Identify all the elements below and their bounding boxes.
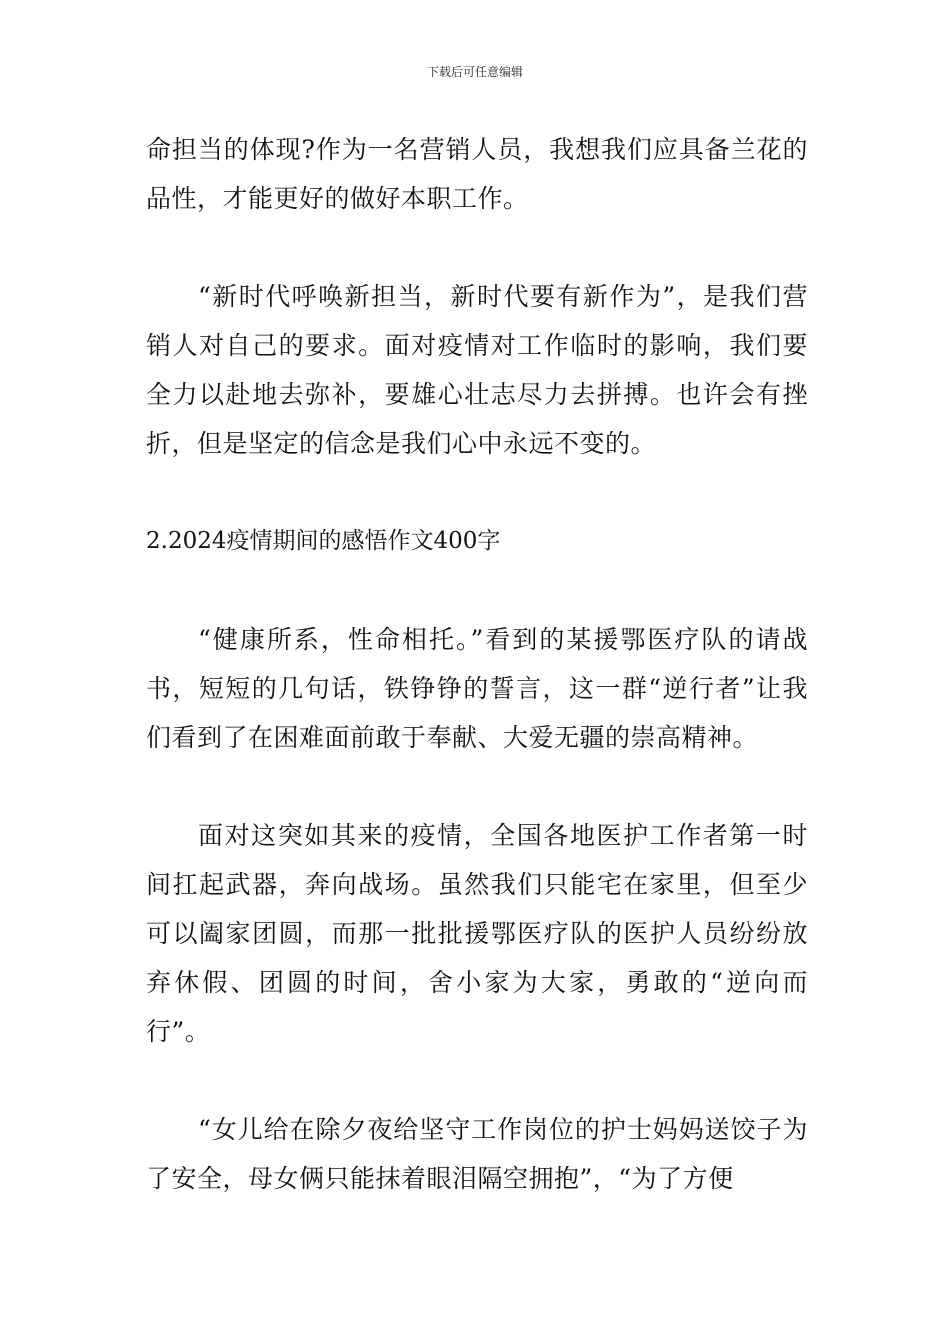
- paragraph-gap: [146, 223, 808, 272]
- page-header: 下载后可任意编辑: [426, 65, 523, 79]
- paragraph-gap: [146, 1056, 808, 1105]
- paragraph-continuation: 命担当的体现?作为一名营销人员，我想我们应具备兰花的品性，才能更好的做好本职工作。: [146, 135, 808, 213]
- paragraph-gap: [146, 468, 808, 517]
- paragraph-gap: [146, 762, 808, 811]
- section-heading: 2.2024疫情期间的感悟作文400字: [146, 528, 501, 554]
- paragraph-gap: [146, 566, 808, 615]
- paragraph-health: “健康所系，性命相托。”看到的某援鄂医疗队的请战书，短短的几句话，铁铮铮的誓言，这一群“逆行者”让我们看到了在困难面前敢于奉献、大爱无疆的崇高精神。: [146, 625, 808, 752]
- paragraph-daughter: “女儿给在除夕夜给坚守工作岗位的护士妈妈送饺子为了安全，母女俩只能抹着眼泪隔空拥抱”，“为了方便: [146, 1115, 808, 1193]
- document-body: [146, 125, 808, 1203]
- paragraph-new-era: “新时代呼唤新担当，新时代要有新作为”，是我们营销人对自己的要求。面对疫情对工作临时的影响，我们要全力以赴地去弥补，要雄心壮志尽力去拼搏。也许会有挫折，但是坚定的信念是我们心中永远不变的。: [146, 282, 808, 458]
- paragraph-medical-workers: 面对这突如其来的疫情，全国各地医护工作者第一时间扛起武器，奔向战场。虽然我们只能宅在家里，但至少可以阖家团圆，而那一批批援鄂医疗队的医护人员纷纷放弃休假、团圆的时间，舍小家为大家，勇敢的“逆向而行”。: [146, 821, 808, 1046]
